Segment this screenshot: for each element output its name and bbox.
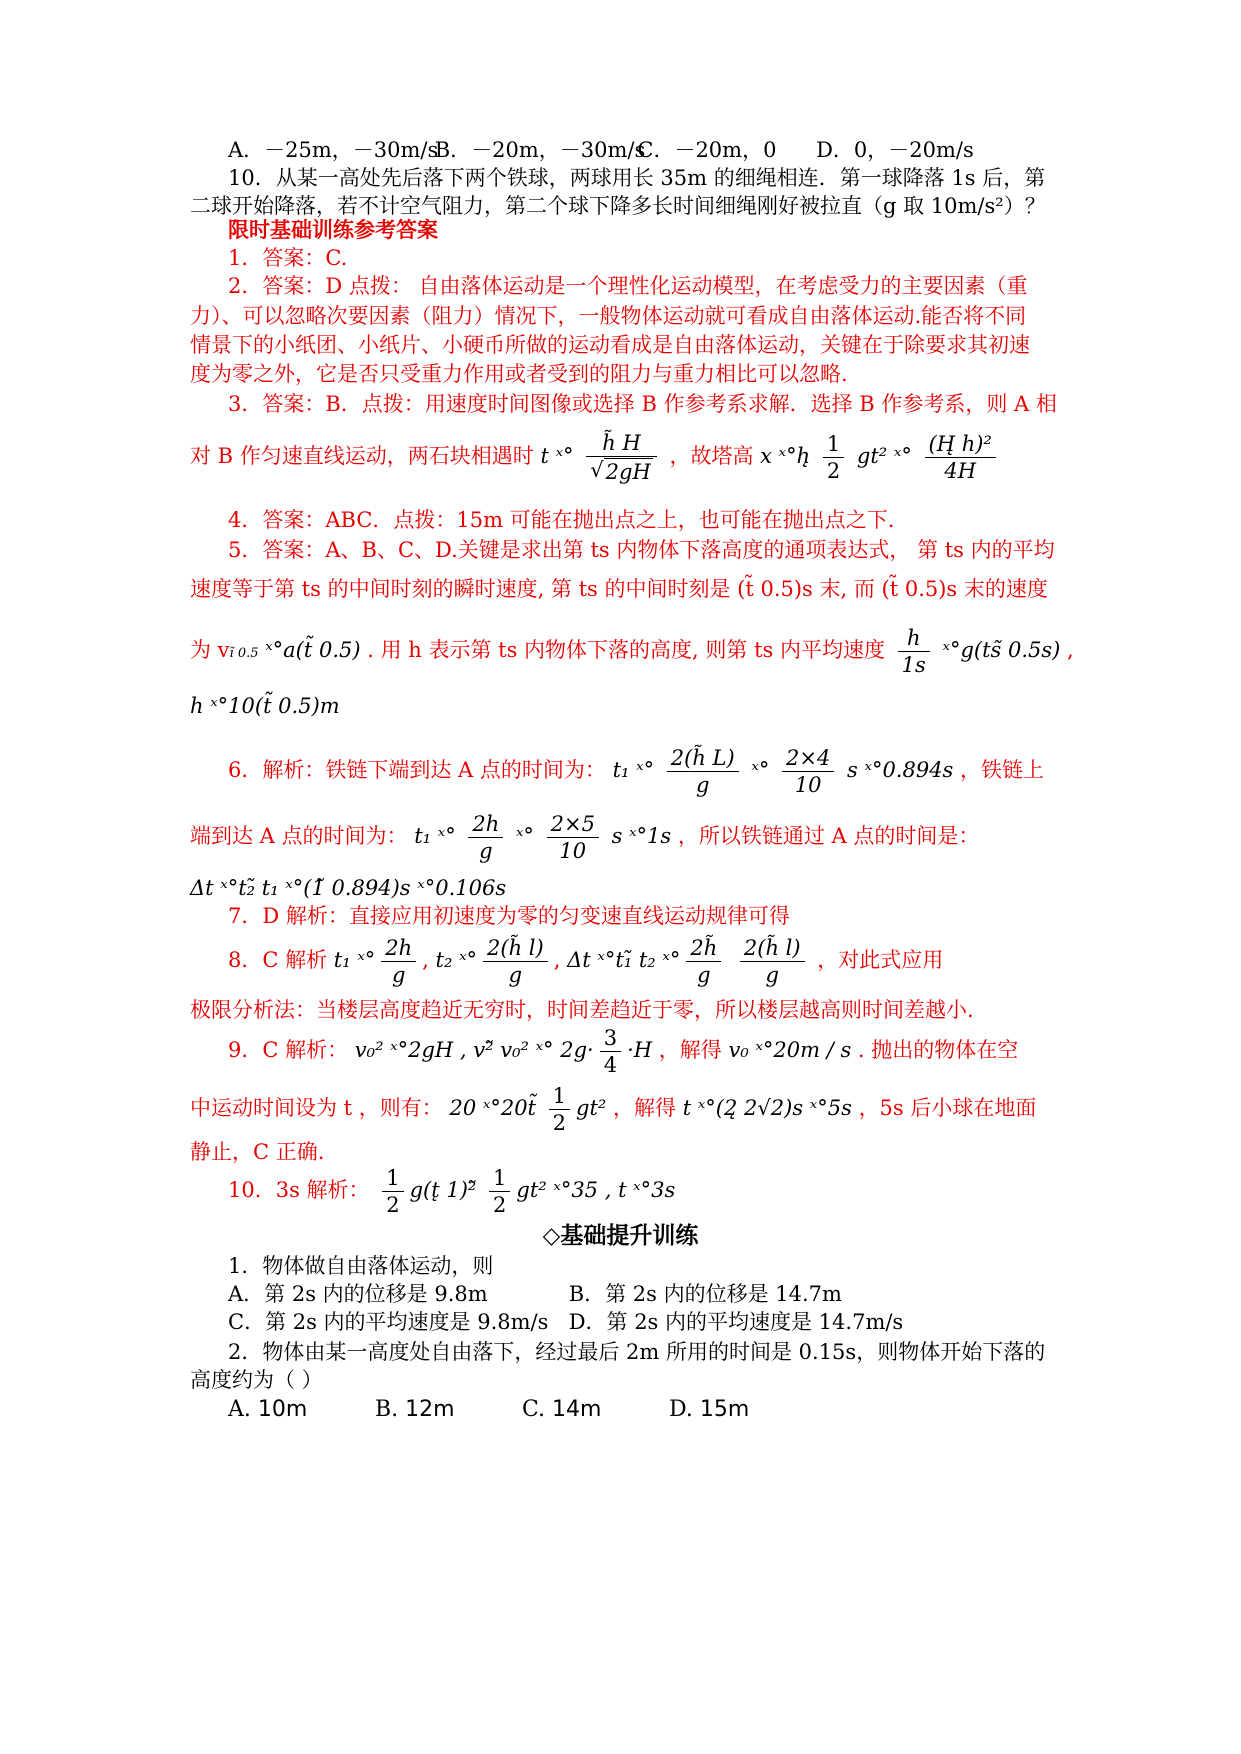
problem-2-line-2: 高度约为（ ）: [190, 1368, 323, 1392]
answer-9-line-2: 中运动时间设为 t ，则有： 20 ˣ°20t̃ $\frac{1}{2}$ gt² ，解得 t ˣ°(2̨ 2√2)s ˣ°5s ，5s 后小球在地面: [190, 1084, 1037, 1135]
answer-1: 1．答案：C.: [228, 246, 348, 270]
section-title: ◇基础提升训练: [542, 1222, 699, 1249]
problem-1: 1．物体做自由落体运动，则: [228, 1254, 494, 1278]
answer-5-line-3: 为 vĩ 0.5 ˣ°a(t̃ 0.5) . 用 h 表示第 ts 内物体下落的高度, 则第 ts 内平均速度 $\frac{h}{1s}$ ˣ°g(ts̃ 0.5s) ,: [190, 626, 1074, 677]
problem-1-options-row-2: [228, 1308, 1098, 1336]
q10-line-1: 10．从某一高处先后落下两个铁球，两球用长 35m 的细绳相连．第一球降落 1s 后，第: [228, 166, 1046, 190]
answer-2-line-2: 力）、可以忽略次要因素（阻力）情况下，一般物体运动就可看成自由落体运动.能否将不同: [190, 304, 1027, 328]
q9-option-a: A．－25m，－30m/s: [228, 138, 439, 162]
answer-8-line-1: 8．C 解析 t₁ ˣ° $\frac{2h}{g}$ , t₂ ˣ° $\frac{2(h̃ l)}{g}$ , Δt ˣ°t₁̃ t₂ ˣ° $\frac{2h̃}{g}$ $\frac{2(h̃ l)}{g}$ ，对此式应用: [228, 936, 944, 987]
answer-9-line-1: 9．C 解析： v₀² ˣ°2gH , v²̃ v₀² ˣ° 2g· $\frac{3}{4}$ ·H ，解得 v₀ ˣ°20m / s . 抛出的物体在空: [228, 1026, 1019, 1077]
answer-6-line-3: Δt ˣ°t₂̃ t₁ ˣ°(1̃ 0.894)s ˣ°0.106s: [190, 876, 507, 900]
problem-1-option-a: A．第 2s 内的位移是 9.8m: [228, 1282, 488, 1306]
answer-3-mid: ，故塔高: [669, 444, 754, 468]
answer-8-line-2: 极限分析法：当楼层高度趋近无穷时，时间差趋近于零，所以楼层越高则时间差越小.: [190, 998, 974, 1022]
answer-10: 10．3s 解析： $\frac{1}{2}$ g(t̨ 1)²̃ $\frac{1}{2}$ gt² ˣ°35 , t ˣ°3s: [228, 1166, 676, 1217]
q9-options: [228, 136, 1098, 164]
answer-2-line-3: 情景下的小纸团、小纸片、小硬币所做的运动看成是自由落体运动，关键在于除要求其初速: [190, 333, 1030, 357]
answer-6-line-2: 端到达 A 点的时间为： t₁ ˣ° $\frac{2h}{g}$ ˣ° $\frac{2\times 5}{10}$ s ˣ°1s ，所以铁链通过 A 点的时间是：: [190, 812, 980, 863]
problem-1-options-row-1: [228, 1280, 1098, 1308]
q9-option-c: C．－20m，0: [637, 138, 777, 162]
answer-6-line-1: 6．解析：铁链下端到达 A 点的时间为： t₁ ˣ° $\frac{2(h̃ L)}{g}$ ˣ° $\frac{2\times 4}{10}$ s ˣ°0.894s ，铁链上: [228, 746, 1045, 797]
q10-line-2: 二球开始降落，若不计空气阻力，第二个球下降多长时间细绳刚好被拉直（g 取 10m/s²）？: [190, 194, 1046, 218]
answer-3-text: 对 B 作匀速直线运动，两石块相遇时: [190, 444, 534, 468]
answer-2-line-1: 2．答案：D 点拨： 自由落体运动是一个理性化运动模型，在考虑受力的主要因素（重: [228, 274, 1028, 298]
answer-3-fraction-time: $\frac{h̃ H}{√2gH}$: [586, 430, 657, 485]
answer-5-line-2: 速度等于第 ts 的中间时刻的瞬时速度, 第 ts 的中间时刻是 (t̃ 0.5)s 末, 而 (t̃ 0.5)s 末的速度: [190, 577, 1048, 601]
answer-3-line-2: 对 B 作匀速直线运动，两石块相遇时 t ˣ° $\frac{h̃ H}{√2gH}$ ，故塔高 x ˣ°h̨ $\frac{1}{2}$ gt² ˣ° $\frac{\text{(H̨ h)²}}{4H}$: [190, 428, 1060, 485]
q9-option-d: D．0，－20m/s: [816, 138, 974, 162]
answer-3-line-1: 3．答案：B．点拨：用速度时间图像或选择 B 作参考系求解．选择 B 作参考系，则 A 相: [228, 392, 1057, 416]
answer-5-line-1: 5．答案：A、B、C、D.关键是求出第 ts 内物体下落高度的通项表达式， 第 ts 内的平均: [228, 538, 1055, 562]
answer-7: 7．D 解析：直接应用初速度为零的匀变速直线运动规律可得: [228, 904, 790, 928]
answer-4: 4．答案：ABC．点拨：15m 可能在抛出点之上，也可能在抛出点之下.: [228, 508, 895, 532]
answer-5-line-4: h ˣ°10(t̃ 0.5)m: [190, 694, 340, 718]
answers-title: 限时基础训练参考答案: [228, 217, 438, 242]
problem-1-option-c: C．第 2s 内的平均速度是 9.8m/s: [228, 1310, 549, 1334]
answer-9-line-3: 静止，C 正确.: [190, 1140, 325, 1164]
problem-1-option-b: B．第 2s 内的位移是 14.7m: [568, 1282, 842, 1306]
answer-2-line-4: 度为零之外，它是否只受重力作用或者受到的阻力与重力相比可以忽略.: [190, 362, 848, 386]
q9-option-b: B．－20m，－30m/s: [434, 138, 646, 162]
problem-1-option-d: D．第 2s 内的平均速度是 14.7m/s: [568, 1310, 904, 1334]
problem-2-options: A. 10m B. 12m C. 14m D. 15m: [228, 1397, 750, 1422]
problem-2-line-1: 2．物体由某一高度处自由落下，经过最后 2m 所用的时间是 0.15s，则物体开始下落的: [228, 1340, 1046, 1364]
